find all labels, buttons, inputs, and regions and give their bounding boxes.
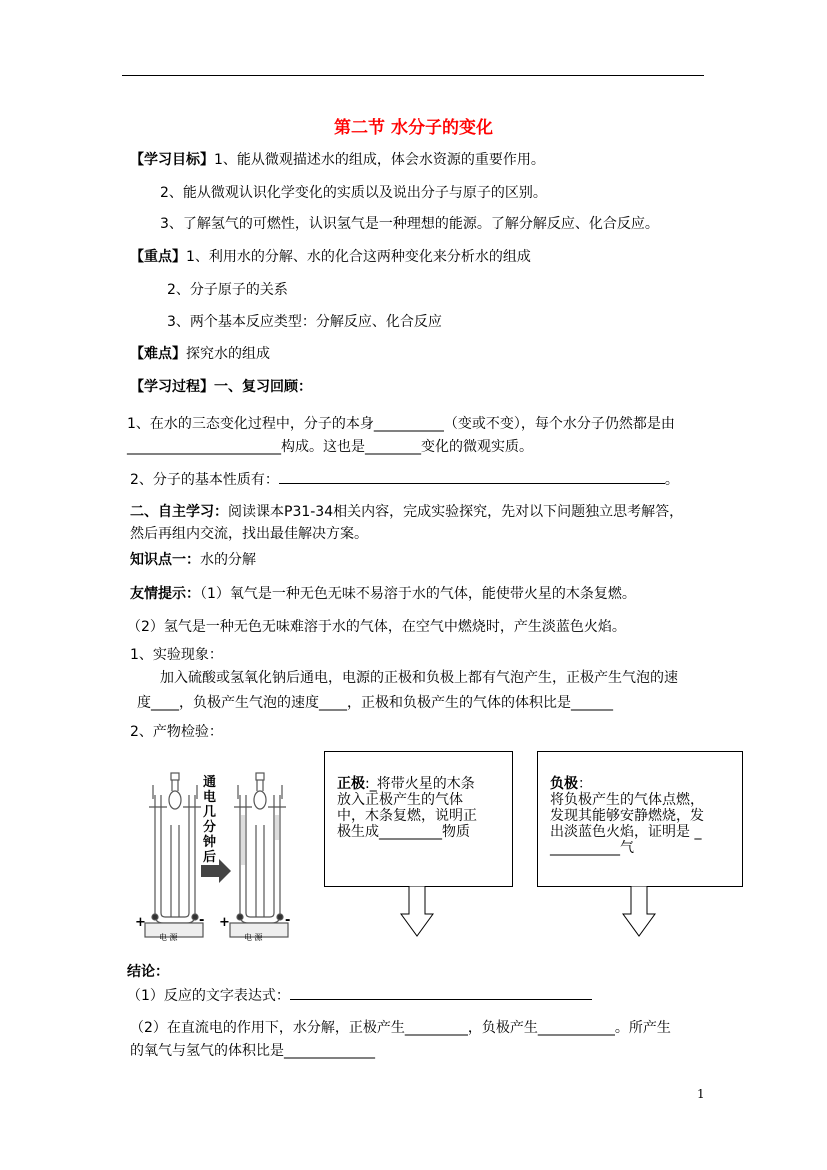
review-q2-text: 2、分子的基本性质有：: [130, 472, 279, 488]
difficulty-line: [130, 344, 270, 364]
positive-box-line-3: 中，木条复燃，说明正: [337, 808, 477, 824]
negative-box-label: 负极: [550, 776, 578, 792]
process-heading: [130, 377, 312, 397]
tips-label: 友情提示：: [130, 586, 200, 602]
negative-box-text-1: ：: [578, 776, 592, 792]
positive-box-label: 正极: [337, 776, 365, 792]
experiment-line-2: 度____，负极产生气泡的速度____，正极和负极产生的气体的体积比是______: [137, 695, 613, 711]
difficulty-label: 【难点】: [130, 346, 186, 362]
kp1-line: [130, 550, 256, 570]
figure-plus-right: +: [219, 915, 230, 930]
conclusion-c1-blank: [290, 985, 592, 1000]
negative-down-arrow-icon: [622, 886, 656, 938]
self-study-line-1: [130, 502, 683, 522]
kp1-text: 水的分解: [200, 552, 256, 568]
goal-3: 3、了解氢气的可燃性，认识氢气是一种理想的能源。了解分解反应、化合反应。: [160, 216, 659, 232]
review-q1-line-2: ______________________构成。这也是________变化的微观实质。: [127, 439, 533, 455]
review-q2-end: 。: [664, 472, 679, 488]
electrolysis-figure: [135, 765, 305, 950]
goals-line-1: [130, 150, 545, 170]
conclusion-label: 结论：: [127, 964, 169, 980]
negative-box-line-4: 出淡蓝色火焰，证明是 _: [550, 824, 702, 840]
conclusion-c2-line-1: （2）在直流电的作用下，水分解，正极产生_________，负极产生___________。所产生: [130, 1020, 671, 1036]
tip-2: （2）氢气是一种无色无味难溶于水的气体，在空气中燃烧时，产生淡蓝色火焰。: [127, 619, 626, 635]
positive-down-arrow-icon: [400, 886, 434, 938]
self-study-text-1: 阅读课本P31-34相关内容，完成实验探究，先对以下问题独立思考解答，: [228, 504, 684, 520]
process-label: 【学习过程】: [130, 379, 214, 395]
negative-box-line-1: [550, 777, 592, 792]
figure-power-right: 电 源: [244, 933, 263, 942]
page-title: 第二节 水分子的变化: [334, 118, 493, 138]
positive-box-line-4: 极生成_________物质: [337, 824, 470, 840]
tip-1: （1）氧气是一种无色无味不易溶于水的气体，能使带火星的木条复燃。: [200, 586, 636, 602]
figure-vertical-label: 通电几分钟后: [203, 775, 217, 865]
key-point-3: 3、两个基本反应类型：分解反应、化合反应: [167, 314, 442, 330]
tips-line-1: [130, 584, 636, 604]
positive-box-line-2: 放入正极产生的气体: [337, 792, 463, 808]
self-study-text-2: 然后再组内交流，找出最佳解决方案。: [130, 526, 368, 542]
key-point-1: 1、利用水的分解、水的化合这两种变化来分析水的组成: [186, 249, 531, 265]
review-q1-line-1: 1、在水的三态变化过程中，分子的本身__________（变或不变），每个水分子仍然都是由: [127, 416, 675, 432]
negative-box-line-3: 发现其能够安静燃烧，发: [550, 808, 704, 824]
key-points-label: 【重点】: [130, 249, 186, 265]
goals-label: 【学习目标】: [130, 152, 214, 168]
difficulty-text: 探究水的组成: [186, 346, 270, 362]
negative-box-line-5: __________气: [550, 840, 634, 856]
key-point-2: 2、分子原子的关系: [167, 282, 288, 298]
kp1-label: 知识点一：: [130, 552, 200, 568]
review-q2-line: [130, 469, 679, 490]
product-test-heading: 2、产物检验：: [130, 724, 223, 740]
goal-2: 2、能从微观认识化学变化的实质以及说出分子与原子的区别。: [160, 185, 547, 201]
conclusion-c2-line-2: 的氧气与氢气的体积比是_____________: [130, 1043, 375, 1059]
figure-plus-left: +: [135, 915, 146, 930]
positive-box-text-1: :_将带火星的木条: [365, 776, 475, 792]
positive-box-line-1: [337, 777, 475, 792]
figure-power-left: 电 源: [159, 933, 178, 942]
figure-minus-left: -: [199, 913, 205, 928]
process-sub: 一、复习回顾：: [214, 379, 312, 395]
self-study-label: 二、自主学习：: [130, 504, 228, 520]
experiment-line-1: 加入硫酸或氢氧化钠后通电，电源的正极和负极上都有气泡产生，正极产生气泡的速: [160, 670, 678, 686]
figure-minus-right: -: [285, 913, 291, 928]
conclusion-c1-line: [127, 985, 592, 1006]
header-rule: [122, 75, 704, 76]
review-q2-blank: [279, 469, 665, 484]
goal-1: 1、能从微观描述水的组成，体会水资源的重要作用。: [214, 152, 545, 168]
key-points-line-1: [130, 247, 531, 267]
page-number: 1: [697, 1087, 705, 1101]
experiment-heading: 1、实验现象：: [130, 647, 223, 663]
negative-box-line-2: 将负极产生的气体点燃，: [550, 792, 704, 808]
conclusion-c1-text: （1）反应的文字表达式：: [127, 988, 290, 1004]
